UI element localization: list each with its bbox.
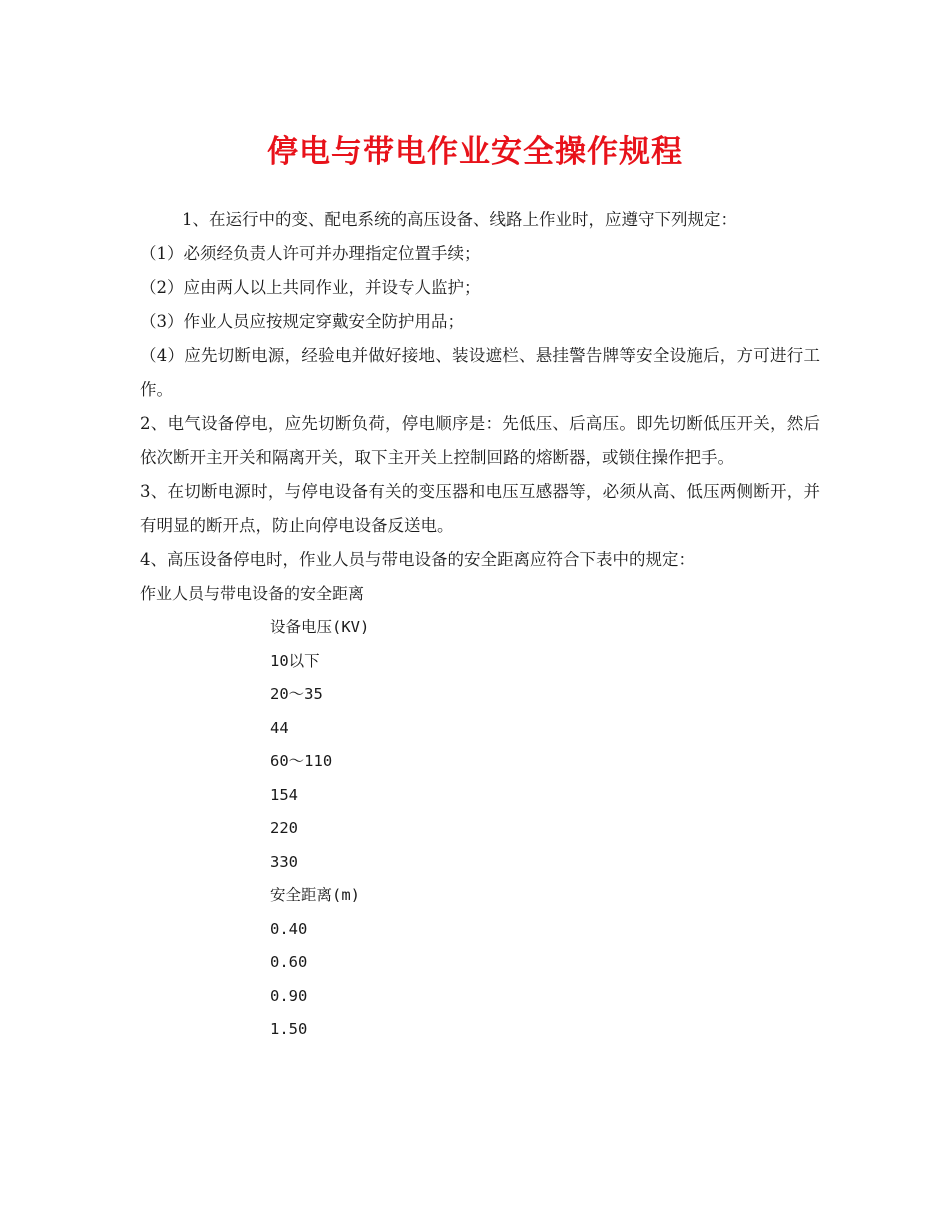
table-cell-voltage: 330 xyxy=(270,852,298,871)
table-cell-distance: 0.90 xyxy=(270,986,308,1005)
table-cell-distance: 0.60 xyxy=(270,953,308,971)
table-cell-distance: 0.40 xyxy=(270,919,308,938)
document-title: 停电与带电作业安全操作规程 xyxy=(267,134,683,170)
document-body xyxy=(140,203,820,1047)
table-cell-distance: 1.50 xyxy=(270,1020,308,1038)
table-cell-voltage: 20～35 xyxy=(270,685,323,703)
rule-3: 3、在切断电源时，与停电设备有关的变压器和电压互感器等，必须从高、低压两侧断开，并有明显的断开点，防止向停电设备反送电。 xyxy=(140,482,820,535)
table-header-distance: 安全距离(m) xyxy=(270,886,360,904)
table-cell-voltage: 10以下 xyxy=(270,651,320,670)
safety-distance-table xyxy=(140,611,820,1047)
rule-1-item: （4）应先切断电源，经验电并做好接地、装设遮栏、悬挂警告牌等安全设施后，方可进行工作。 xyxy=(140,346,820,399)
table-cell-voltage: 154 xyxy=(270,785,298,804)
table-cell-voltage: 60～110 xyxy=(270,752,333,770)
table-cell-voltage: 44 xyxy=(270,718,289,737)
table-cell-voltage: 220 xyxy=(270,819,298,837)
rule-1-item: （2）应由两人以上共同作业，并设专人监护； xyxy=(140,278,481,297)
rule-4: 4、高压设备停电时，作业人员与带电设备的安全距离应符合下表中的规定： xyxy=(140,550,695,569)
rule-1-item: （3）作业人员应按规定穿戴安全防护用品； xyxy=(140,312,464,331)
table-title: 作业人员与带电设备的安全距离 xyxy=(140,584,365,603)
rule-1-item: （1）必须经负责人许可并办理指定位置手续； xyxy=(140,244,481,263)
rule-2: 2、电气设备停电，应先切断负荷，停电顺序是：先低压、后高压。即先切断低压开关，然后依次断开主开关和隔离开关，取下主开关上控制回路的熔断器，或锁住操作把手。 xyxy=(140,414,820,467)
rule-1-intro: 1、在运行中的变、配电系统的高压设备、线路上作业时，应遵守下列规定： xyxy=(182,210,737,229)
table-header-voltage: 设备电压(KV) xyxy=(270,618,370,636)
